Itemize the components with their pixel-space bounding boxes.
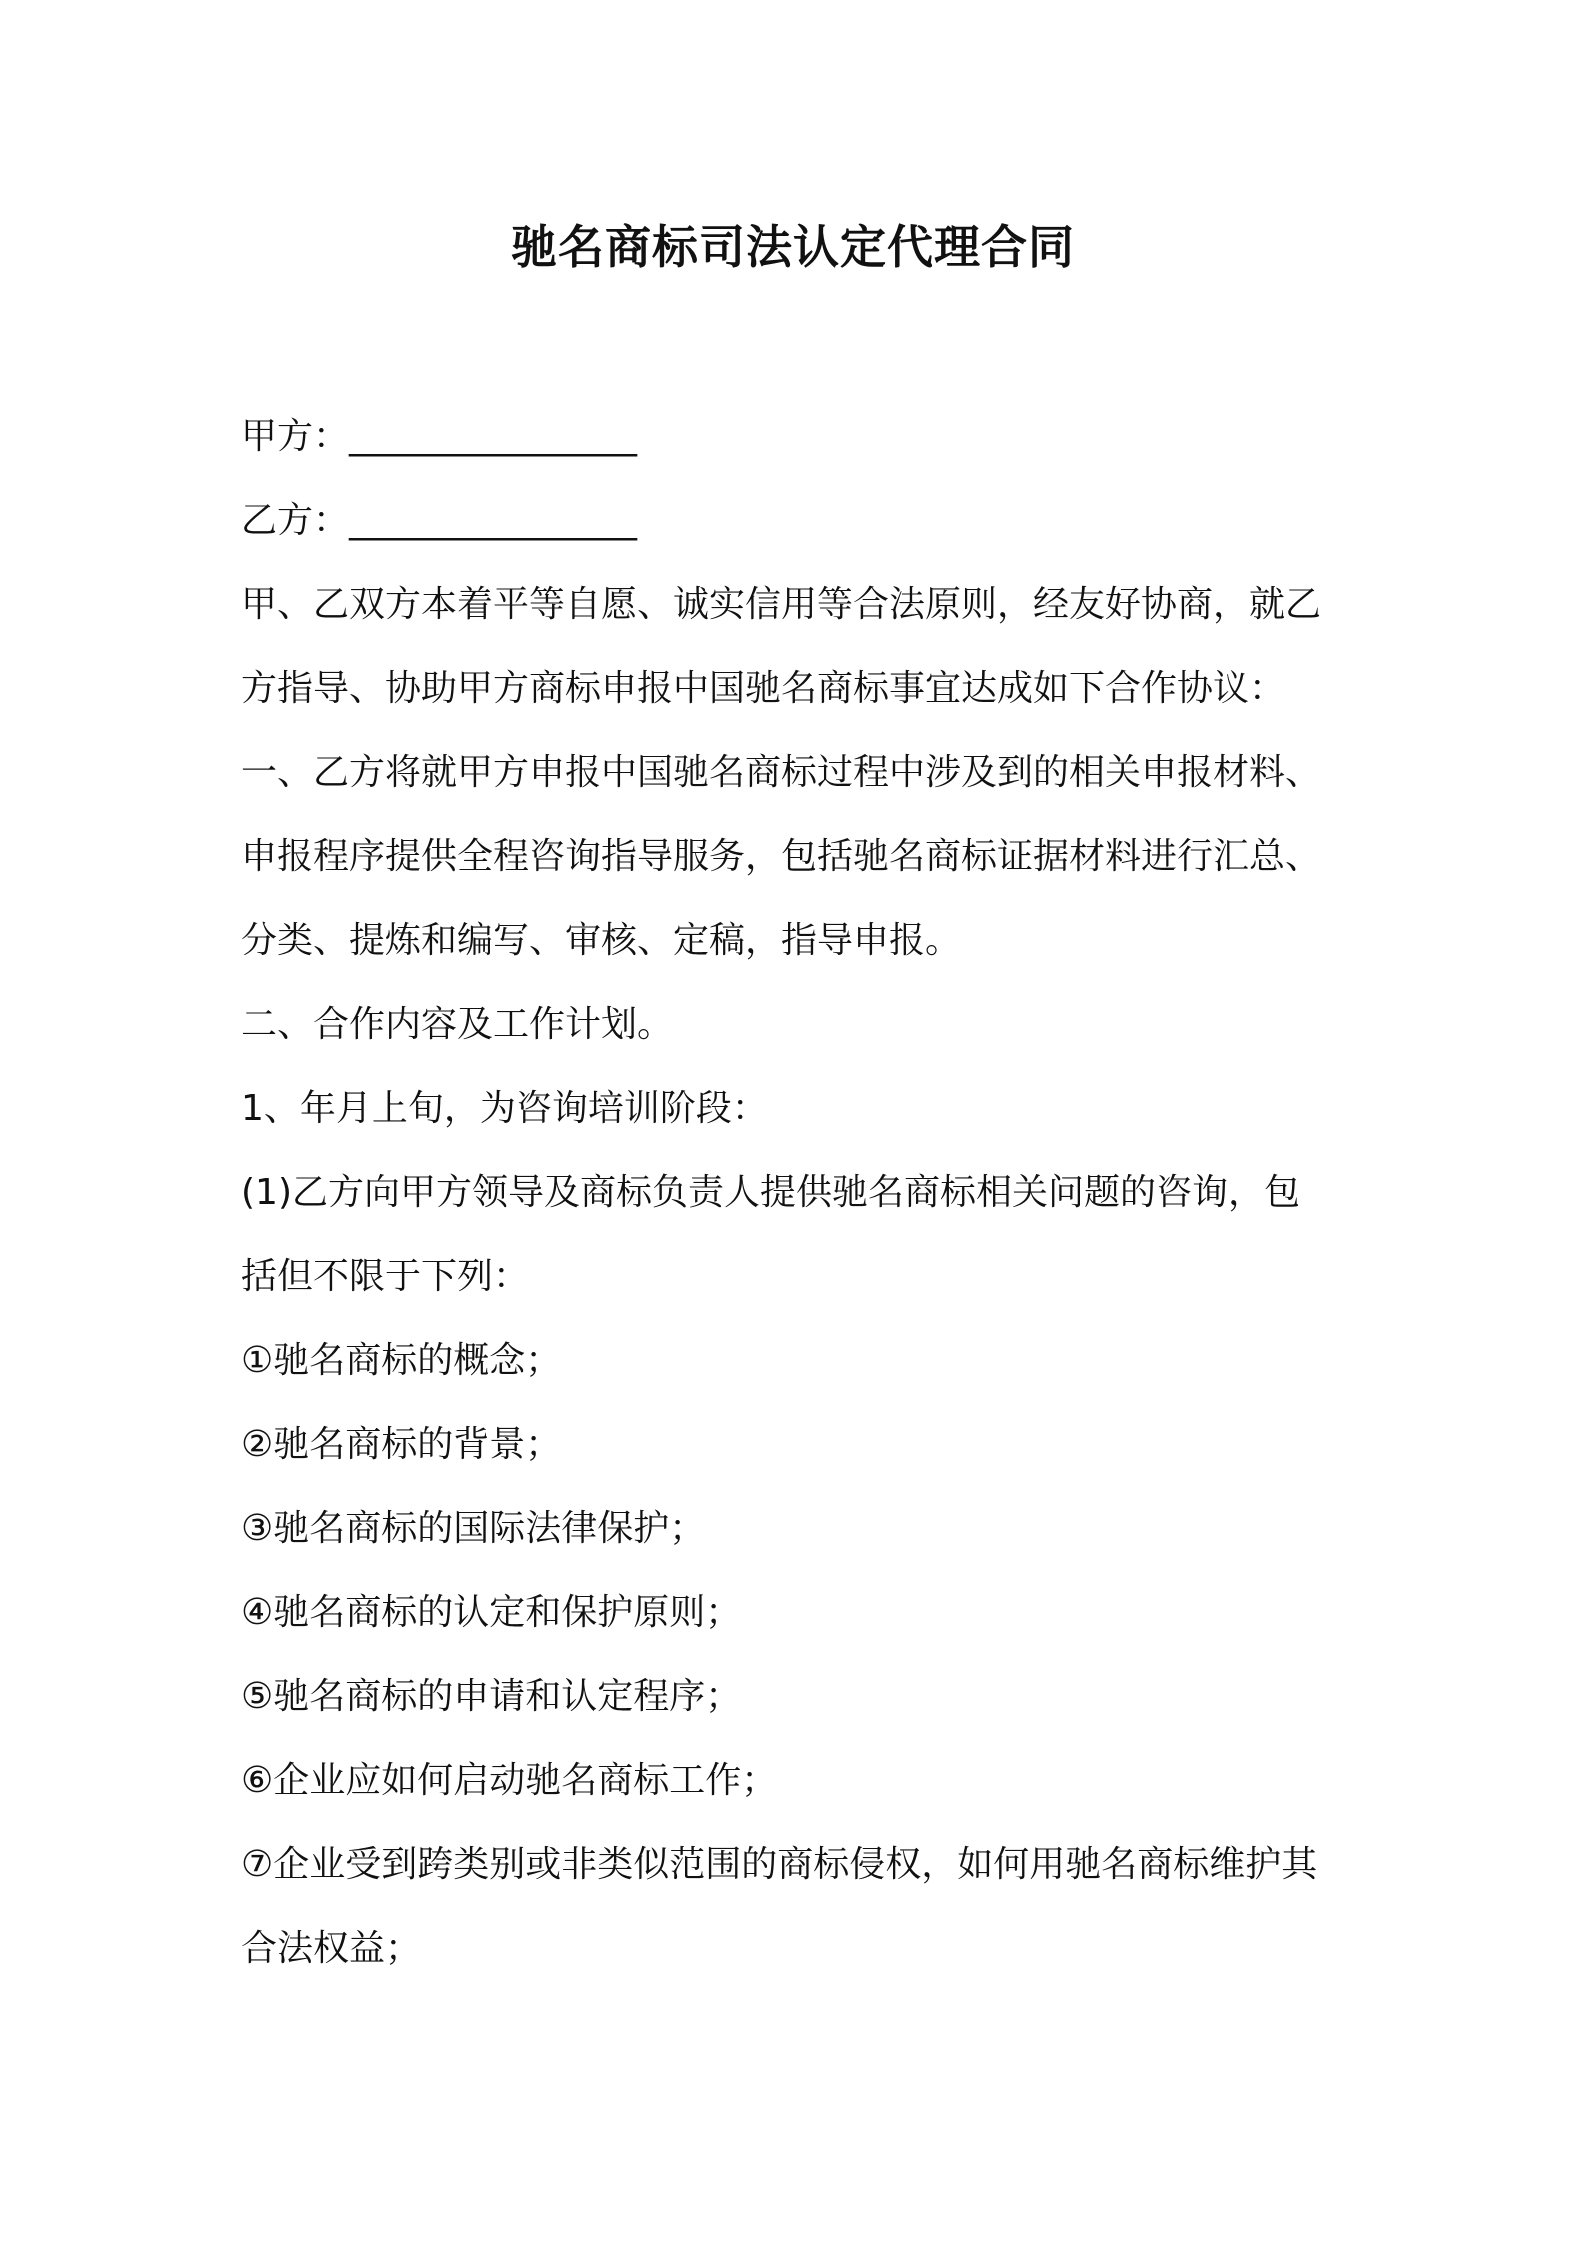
paragraph-line: 方指导、协助甲方商标申报中国驰名商标事宜达成如下合作协议： bbox=[241, 668, 1286, 709]
section-heading: 二、合作内容及工作计划。 bbox=[241, 1004, 674, 1045]
list-item: 合法权益； bbox=[241, 1928, 422, 1969]
list-item: ①驰名商标的概念； bbox=[241, 1340, 562, 1381]
paragraph-line: 甲、乙双方本着平等自愿、诚实信用等合法原则，经友好协商，就乙 bbox=[241, 584, 1322, 625]
list-item: ②驰名商标的背景； bbox=[241, 1424, 562, 1465]
document-title: 驰名商标司法认定代理合同 bbox=[511, 220, 1075, 274]
subsection-heading: 1、年月上旬，为咨询培训阶段： bbox=[241, 1088, 768, 1129]
list-item: ③驰名商标的国际法律保护； bbox=[241, 1508, 706, 1549]
paragraph-line: 括但不限于下列： bbox=[241, 1256, 530, 1297]
list-item: ⑦企业受到跨类别或非类似范围的商标侵权，如何用驰名商标维护其 bbox=[241, 1844, 1318, 1885]
paragraph-line: 分类、提炼和编写、审核、定稿，指导申报。 bbox=[241, 920, 962, 961]
paragraph-line: 申报程序提供全程咨询指导服务，包括驰名商标证据材料进行汇总、 bbox=[241, 836, 1322, 877]
party-b-line: 乙方：________________ bbox=[241, 500, 638, 541]
party-a-line: 甲方：________________ bbox=[241, 416, 638, 457]
paragraph-line: 一、乙方将就甲方申报中国驰名商标过程中涉及到的相关申报材料、 bbox=[241, 752, 1322, 793]
list-item: ⑥企业应如何启动驰名商标工作； bbox=[241, 1760, 778, 1801]
paragraph-line: (1)乙方向甲方领导及商标负责人提供驰名商标相关问题的咨询，包 bbox=[241, 1172, 1300, 1213]
list-item: ④驰名商标的认定和保护原则； bbox=[241, 1592, 742, 1633]
document-body bbox=[241, 395, 1361, 1991]
list-item: ⑤驰名商标的申请和认定程序； bbox=[241, 1676, 742, 1717]
